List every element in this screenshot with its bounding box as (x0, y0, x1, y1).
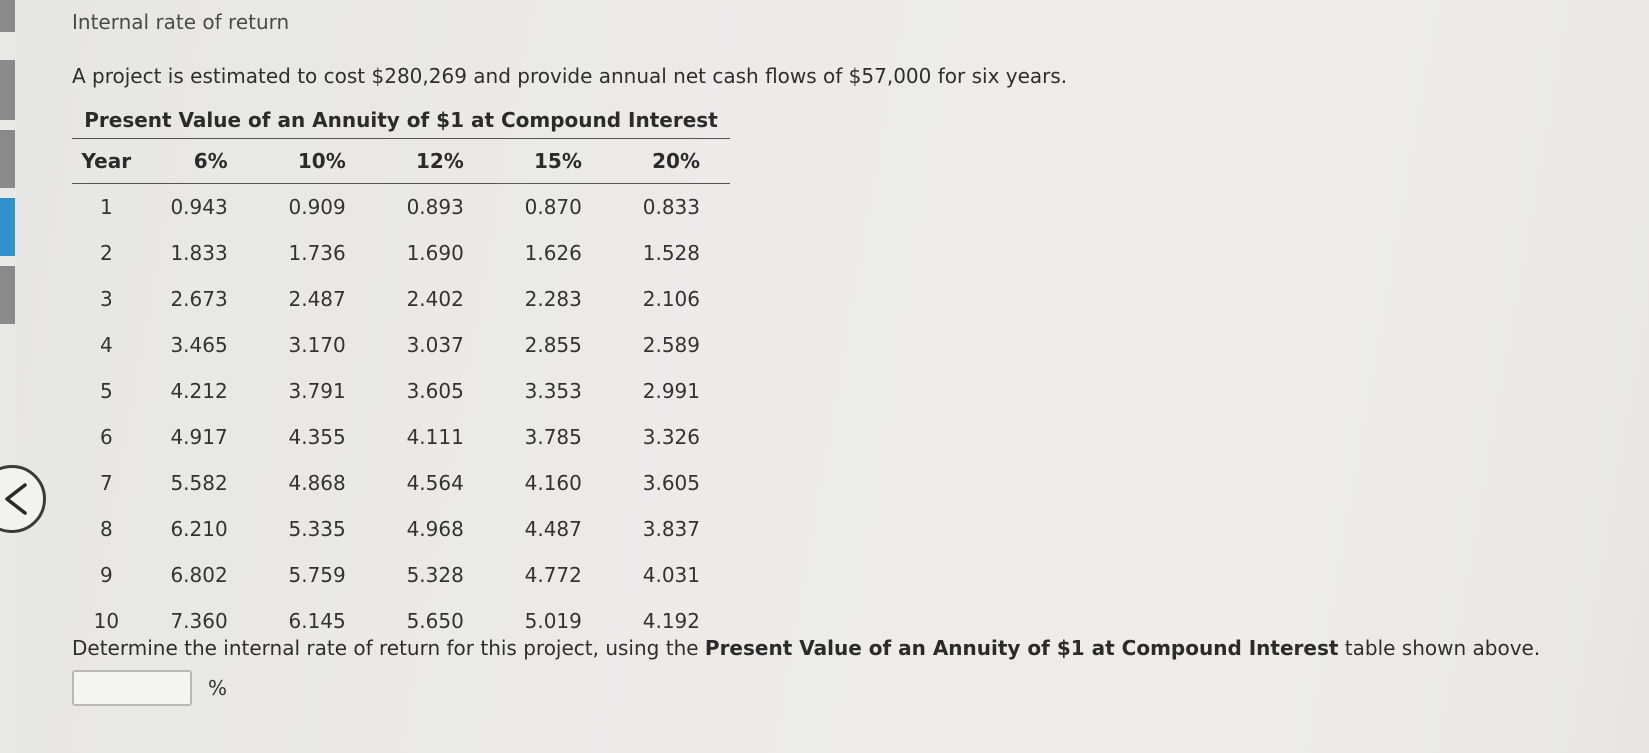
year-cell: 3 (99, 287, 113, 311)
pv-factor-cell: 0.909 (288, 195, 346, 219)
year-cell: 4 (99, 333, 113, 357)
pv-factor-cell: 4.772 (524, 563, 582, 587)
pv-factor-cell: 3.605 (642, 471, 700, 495)
nav-segment (0, 266, 15, 324)
percent-unit-label: % (208, 676, 228, 700)
pv-factor-cell: 3.170 (288, 333, 346, 357)
chevron-left-icon (3, 482, 29, 516)
pv-factor-cell: 4.111 (406, 425, 464, 449)
page-title: Internal rate of return (72, 10, 290, 34)
question-suffix: table shown above. (1338, 636, 1541, 660)
table-row (72, 276, 730, 322)
pv-factor-cell: 5.019 (524, 609, 582, 633)
pv-factor-cell: 2.855 (524, 333, 582, 357)
answer-row (72, 670, 227, 706)
pv-factor-cell: 5.328 (406, 563, 464, 587)
question-prefix: Determine the internal rate of return for this project, using the (72, 636, 705, 660)
pv-factor-cell: 7.360 (170, 609, 228, 633)
pv-factor-cell: 3.037 (406, 333, 464, 357)
column-header-6: 6% (140, 139, 258, 184)
pv-factor-cell: 2.487 (288, 287, 346, 311)
pv-factor-cell: 3.353 (524, 379, 582, 403)
question-table-name: Present Value of an Annuity of $1 at Compound Interest (704, 636, 1339, 660)
pv-factor-cell: 2.673 (170, 287, 228, 311)
pv-factor-cell: 1.528 (642, 241, 700, 265)
left-nav-strip (0, 0, 16, 753)
pv-factor-cell: 4.192 (642, 609, 700, 633)
table-row (72, 230, 730, 276)
pv-factor-cell: 0.870 (524, 195, 582, 219)
pv-factor-cell: 1.736 (288, 241, 346, 265)
irr-answer-input[interactable] (72, 670, 192, 706)
year-cell: 9 (99, 563, 113, 587)
column-header-15: 15% (494, 139, 612, 184)
year-cell: 5 (99, 379, 113, 403)
pv-factor-cell: 4.917 (170, 425, 228, 449)
pv-factor-cell: 4.564 (406, 471, 464, 495)
pv-factor-cell: 3.791 (288, 379, 346, 403)
pv-factor-cell: 4.868 (288, 471, 346, 495)
pv-factor-cell: 6.145 (288, 609, 346, 633)
column-header-10: 10% (258, 139, 376, 184)
column-header-year: Year (72, 139, 140, 184)
year-cell: 7 (99, 471, 113, 495)
pv-factor-cell: 4.487 (524, 517, 582, 541)
pv-factor-cell: 1.833 (170, 241, 228, 265)
table-row (72, 414, 730, 460)
pv-factor-cell: 0.943 (170, 195, 228, 219)
pv-factor-cell: 3.837 (642, 517, 700, 541)
column-header-12: 12% (376, 139, 494, 184)
pv-factor-cell: 2.283 (524, 287, 582, 311)
pv-factor-cell: 4.355 (288, 425, 346, 449)
present-value-table (72, 104, 730, 644)
back-button[interactable] (0, 465, 46, 533)
pv-factor-cell: 5.650 (406, 609, 464, 633)
table-row (72, 552, 730, 598)
year-cell: 8 (99, 517, 113, 541)
table-row (72, 368, 730, 414)
pv-factor-cell: 5.335 (288, 517, 346, 541)
table-header-row (72, 139, 730, 184)
year-cell: 1 (99, 195, 113, 219)
pv-factor-cell: 3.465 (170, 333, 228, 357)
pv-factor-cell: 2.991 (642, 379, 700, 403)
year-cell: 6 (99, 425, 113, 449)
nav-segment (0, 0, 15, 32)
pv-factor-cell: 4.031 (642, 563, 700, 587)
pv-factor-cell: 4.212 (170, 379, 228, 403)
year-cell: 10 (93, 609, 120, 633)
pv-factor-cell: 5.582 (170, 471, 228, 495)
pv-factor-cell: 3.605 (406, 379, 464, 403)
pv-factor-cell: 3.326 (642, 425, 700, 449)
pv-factor-cell: 4.968 (406, 517, 464, 541)
problem-statement: A project is estimated to cost $280,269 and provide annual net cash flows of $57,000 for six years. (72, 64, 1068, 88)
pv-factor-cell: 3.785 (524, 425, 582, 449)
table-row (72, 460, 730, 506)
pv-factor-cell: 2.589 (642, 333, 700, 357)
table-row (72, 506, 730, 552)
column-header-20: 20% (612, 139, 730, 184)
year-cell: 2 (99, 241, 113, 265)
pv-factor-cell: 1.626 (524, 241, 582, 265)
nav-segment (0, 60, 15, 120)
table-caption: Present Value of an Annuity of $1 at Compound Interest (72, 104, 730, 139)
pv-factor-cell: 6.802 (170, 563, 228, 587)
nav-segment (0, 130, 15, 188)
pv-factor-cell: 0.833 (642, 195, 700, 219)
table-row (72, 184, 730, 231)
pv-factor-cell: 0.893 (406, 195, 464, 219)
question-text (72, 636, 1540, 660)
pv-factor-cell: 2.402 (406, 287, 464, 311)
table-row (72, 322, 730, 368)
pv-factor-cell: 2.106 (642, 287, 700, 311)
pv-factor-cell: 5.759 (288, 563, 346, 587)
nav-segment-active (0, 198, 15, 256)
pv-factor-cell: 1.690 (406, 241, 464, 265)
pv-factor-cell: 4.160 (524, 471, 582, 495)
pv-factor-cell: 6.210 (170, 517, 228, 541)
